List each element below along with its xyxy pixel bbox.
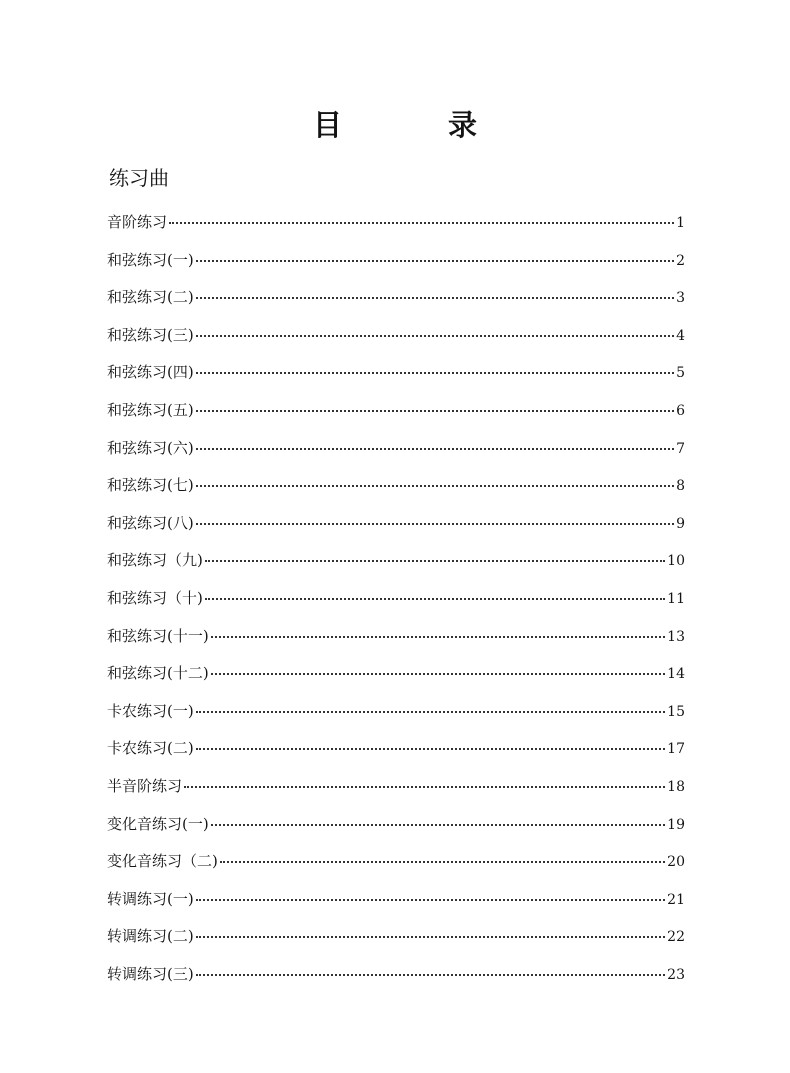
- toc-entry-page: 1: [676, 215, 685, 231]
- toc-leader-dots: [196, 448, 674, 450]
- toc-entry[interactable]: [107, 436, 685, 474]
- toc-leader-dots: [205, 598, 665, 600]
- toc-entry[interactable]: [107, 548, 685, 586]
- page-title: 目 录: [312, 108, 526, 143]
- toc-entry[interactable]: [107, 398, 685, 436]
- toc-entry[interactable]: [107, 661, 685, 699]
- toc-entry-page: 17: [667, 741, 685, 758]
- section-title: 练习曲: [109, 166, 169, 190]
- table-of-contents: [107, 210, 685, 999]
- toc-entry-page: 4: [676, 327, 685, 344]
- toc-entry[interactable]: [107, 624, 685, 662]
- toc-entry-label: 和弦练习(三): [107, 325, 194, 344]
- toc-entry-page: 21: [667, 891, 685, 908]
- toc-leader-dots: [220, 861, 665, 863]
- toc-entry-page: 23: [667, 966, 685, 983]
- toc-entry[interactable]: [107, 774, 685, 812]
- toc-leader-dots: [211, 824, 665, 826]
- toc-entry-page: 8: [676, 478, 685, 495]
- toc-entry-page: 7: [676, 440, 685, 457]
- toc-entry-page: 5: [676, 365, 685, 382]
- toc-entry-page: 18: [667, 778, 685, 795]
- toc-leader-dots: [211, 673, 665, 675]
- toc-leader-dots: [196, 335, 674, 337]
- toc-entry-label: 转调练习(一): [107, 889, 194, 908]
- toc-entry-label: 音阶练习: [107, 213, 168, 231]
- toc-entry-page: 9: [676, 515, 685, 532]
- toc-entry-label: 卡农练习(二): [107, 739, 194, 758]
- toc-entry-label: 卡农练习(一): [107, 701, 194, 720]
- toc-entry[interactable]: [107, 248, 685, 286]
- toc-entry-page: 2: [676, 252, 685, 269]
- toc-entry-label: 和弦练习(十二): [107, 664, 209, 683]
- toc-entry-page: 10: [667, 553, 685, 570]
- toc-entry-label: 和弦练习(一): [107, 250, 194, 269]
- toc-entry-page: 6: [676, 402, 685, 419]
- toc-entry[interactable]: [107, 849, 685, 887]
- toc-entry-label: 和弦练习（十): [107, 588, 203, 607]
- toc-entry-label: 半音阶练习: [107, 776, 183, 795]
- toc-entry[interactable]: [107, 736, 685, 774]
- toc-entry[interactable]: [107, 473, 685, 511]
- toc-entry-page: 11: [667, 590, 685, 607]
- toc-entry-label: 和弦练习(六): [107, 438, 194, 457]
- toc-entry[interactable]: [107, 210, 685, 248]
- toc-entry-page: 19: [667, 816, 685, 833]
- toc-leader-dots: [196, 974, 665, 976]
- toc-entry-label: 和弦练习(二): [107, 288, 194, 307]
- toc-leader-dots: [196, 711, 665, 713]
- toc-leader-dots: [184, 786, 665, 788]
- toc-entry[interactable]: [107, 586, 685, 624]
- toc-entry[interactable]: [107, 812, 685, 850]
- toc-leader-dots: [196, 899, 665, 901]
- toc-leader-dots: [196, 485, 674, 487]
- toc-leader-dots: [205, 560, 665, 562]
- toc-entry-label: 和弦练习(十一): [107, 626, 209, 645]
- toc-entry-page: 3: [676, 290, 685, 307]
- toc-entry-label: 和弦练习(八): [107, 513, 194, 532]
- toc-leader-dots: [196, 297, 674, 299]
- toc-leader-dots: [196, 936, 665, 938]
- toc-entry[interactable]: [107, 285, 685, 323]
- toc-entry[interactable]: [107, 360, 685, 398]
- toc-entry-label: 转调练习(三): [107, 964, 194, 983]
- toc-entry-label: 变化音练习（二): [107, 852, 218, 871]
- toc-entry[interactable]: [107, 511, 685, 549]
- toc-entry-label: 转调练习(二): [107, 927, 194, 946]
- toc-entry-page: 14: [667, 666, 685, 683]
- toc-entry-page: 15: [667, 703, 685, 720]
- toc-entry-label: 变化音练习(一): [107, 814, 209, 833]
- toc-entry-page: 22: [667, 929, 685, 946]
- toc-entry[interactable]: [107, 699, 685, 737]
- toc-leader-dots: [211, 636, 665, 638]
- toc-entry[interactable]: [107, 924, 685, 962]
- toc-entry[interactable]: [107, 323, 685, 361]
- toc-entry-label: 和弦练习(五): [107, 400, 194, 419]
- toc-entry-page: 20: [667, 854, 685, 871]
- toc-entry-label: 和弦练习（九): [107, 551, 203, 570]
- toc-leader-dots: [196, 748, 665, 750]
- toc-entry[interactable]: [107, 887, 685, 925]
- toc-leader-dots: [196, 260, 674, 262]
- toc-leader-dots: [196, 523, 674, 525]
- toc-leader-dots: [169, 222, 674, 224]
- toc-entry[interactable]: [107, 962, 685, 1000]
- toc-leader-dots: [196, 410, 674, 412]
- toc-leader-dots: [196, 372, 674, 374]
- toc-entry-label: 和弦练习(四): [107, 363, 194, 382]
- toc-entry-label: 和弦练习(七): [107, 476, 194, 495]
- toc-entry-page: 13: [667, 628, 685, 645]
